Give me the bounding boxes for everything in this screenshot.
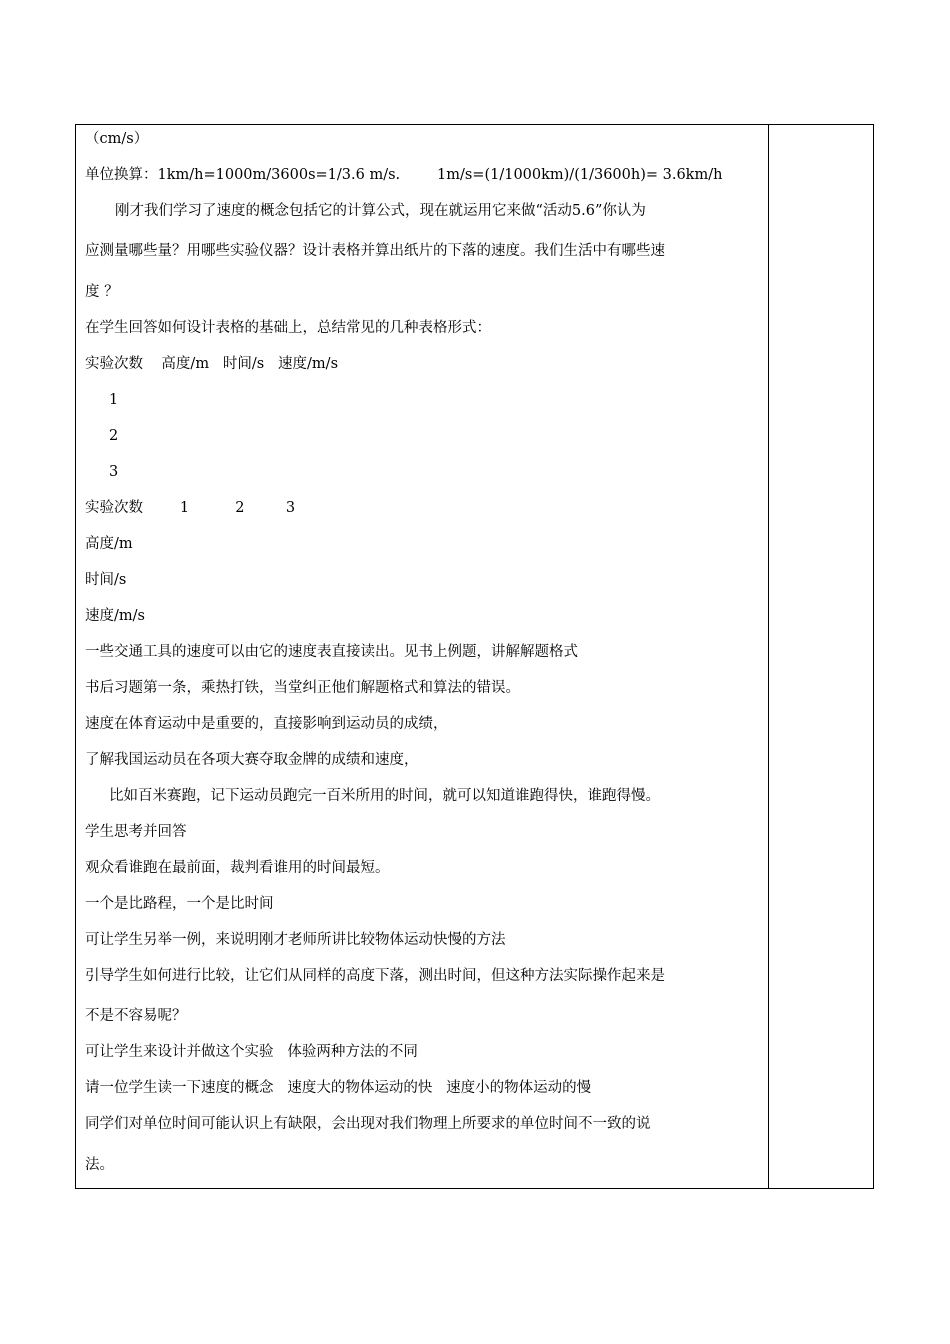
text-line: 引导学生如何进行比较，让它们从同样的高度下落，测出时间，但这种方法实际操作起来是 xyxy=(85,968,665,984)
text-line: 不是不容易呢？ xyxy=(85,1008,187,1024)
text-line: 同学们对单位时间可能认识上有缺限，会出现对我们物理上所要求的单位时间不一致的说 xyxy=(85,1116,651,1132)
column-divider xyxy=(768,124,769,1189)
text-line: 单位换算：1km/h=1000m/3600s=1/3.6 m/s. 1m/s=(1/1000km)/(1/3600h)= 3.6km/h xyxy=(85,167,723,183)
table-header-row: 实验次数 高度/m 时间/s 速度/m/s xyxy=(85,356,339,372)
table-row: 2 xyxy=(109,428,119,444)
text-line: 比如百米赛跑，记下运动员跑完一百米所用的时间，就可以知道谁跑得快，谁跑得慢。 xyxy=(109,788,660,804)
text-line: 观众看谁跑在最前面，裁判看谁用的时间最短。 xyxy=(85,860,390,876)
text-line: 在学生回答如何设计表格的基础上，总结常见的几种表格形式： xyxy=(85,320,491,336)
table-row: 3 xyxy=(109,464,119,480)
text-line: 刚才我们学习了速度的概念包括它的计算公式，现在就运用它来做“活动5.6”你认为 xyxy=(115,203,646,219)
text-line: 可让学生来设计并做这个实验 体验两种方法的不同 xyxy=(85,1044,418,1060)
table-row: 时间/s xyxy=(85,572,127,588)
text-line: 学生思考并回答 xyxy=(85,824,187,840)
text-line: 一个是比路程，一个是比时间 xyxy=(85,896,274,912)
text-line: 书后习题第一条，乘热打铁，当堂纠正他们解题格式和算法的错误。 xyxy=(85,680,520,696)
text-line: 度 ？ xyxy=(85,284,119,300)
table-row: 高度/m xyxy=(85,536,133,552)
table-row: 1 xyxy=(109,392,119,408)
text-line: （cm/s） xyxy=(85,131,149,147)
table-row: 速度/m/s xyxy=(85,608,145,624)
text-line: 了解我国运动员在各项大赛夺取金牌的成绩和速度， xyxy=(85,752,419,768)
text-line: 一些交通工具的速度可以由它的速度表直接读出。见书上例题，讲解解题格式 xyxy=(85,644,578,660)
text-line: 应测量哪些量？用哪些实验仪器？设计表格并算出纸片的下落的速度。我们生活中有哪些速 xyxy=(85,243,665,259)
text-line: 法。 xyxy=(85,1157,114,1173)
text-line: 请一位学生读一下速度的概念 速度大的物体运动的快 速度小的物体运动的慢 xyxy=(85,1080,592,1096)
text-line: 可让学生另举一例，来说明刚才老师所讲比较物体运动快慢的方法 xyxy=(85,932,506,948)
table-header-row: 实验次数 1 2 3 xyxy=(85,500,296,516)
text-line: 速度在体育运动中是重要的，直接影响到运动员的成绩， xyxy=(85,716,448,732)
